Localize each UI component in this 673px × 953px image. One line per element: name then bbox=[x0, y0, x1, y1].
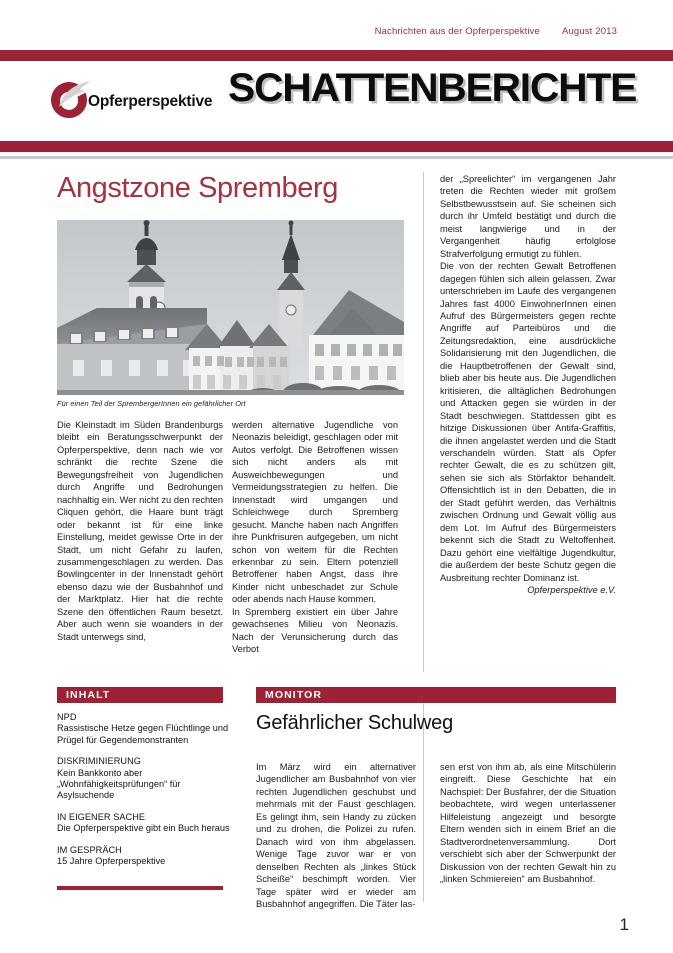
masthead-rule-hairline bbox=[0, 156, 673, 159]
lead-photo bbox=[57, 220, 404, 395]
toc-item-title: 15 Jahre Opferperspektive bbox=[57, 856, 166, 867]
masthead-issue-date: August 2013 bbox=[562, 26, 617, 37]
masthead-rule-bottom bbox=[0, 141, 673, 152]
article-paragraph: In Spremberg existiert ein über Jahre gewachsenes Milieu von Neonazis. Nach der Verunsicherung durch das Verbot bbox=[232, 606, 398, 655]
section-header-monitor bbox=[256, 687, 616, 703]
monitor-paragraph: Im März wird ein alternativer Jugendlicher am Busbahnhof von vier rechten Jugendlichen geschubst und mehrmals mit der Faust geschlagen. Es gelingt ihm, sein Handy zu zücken und zu drohen, die Polizei zu rufen. Danach wird von ihm abgelassen. Wenige Tage zuvor war er von denselben Rechten als „linkes Stück Scheiße“ beschimpft worden. Vier Tage später wird er wieder am Busbahnhof angegriffen. Die Täter las- bbox=[256, 762, 416, 909]
section-header-label: MONITOR bbox=[265, 689, 323, 701]
masthead-meta bbox=[375, 26, 617, 37]
paper-title: SCHATTENBERICHTE bbox=[228, 66, 637, 110]
photo-caption: Für einen Teil der SprembergerInnen ein gefährlicher Ort bbox=[57, 399, 246, 408]
publisher-logo bbox=[46, 74, 251, 126]
article-paragraph: Die Kleinstadt im Süden Brandenburgs bleibt ein Beratungsschwerpunkt der Opferperspektive, denn nach wie vor schränkt die rechte Szene die Bewegungsfreiheit von Jugendlichen durch Angriffe und Bedrohungen nachhaltig ein. Wer nicht zu den rechten Cliquen gehört, die Haare bunt trägt oder bekannt ist für eine linke Einstellung, meidet gewisse Orte in der Stadt, um nicht Gefahr zu laufen, zusammengeschlagen zu werden. Das Bowlingcenter in der Innenstadt gehört ebenso dazu wie der Busbahnhof und der Marktplatz. Hier hat die rechte Szene den öffentlichen Raum besetzt. Aber auch wenn sie woanders in der Stadt unterwegs sind, bbox=[57, 420, 223, 642]
monitor-column-2 bbox=[440, 761, 616, 886]
lead-headline: Angstzone Spremberg bbox=[57, 172, 338, 204]
article-paragraph: Die von der rechten Gewalt Betroffenen dagegen fühlen sich allein gelassen. Zwar unterschrieben im Laufe des vergangenen Jahres fast 4000 EinwohnerInnen einen Aufruf des Bürgermeisters gegen rechte Angriffe auf Parteibüros und die Zeitungsredaktion, eine ausdrückliche Solidarisierung mit den Jugendlichen, die die Hauptbetroffenen der Gewalt sind, blieb aber bis heute aus. Die Jugendlichen kritisieren, die alltäglichen Bedrohungen und Attacken gegen sie würden in der Stadt beschwiegen. Stattdessen gibt es hitzige Diskussionen über Antifa-Graffitis, die ihnen angelastet werden und die Stadt verschandeln würden. Statt als Opfer rechter Gewalt, die es zu schützen gilt, sehen sie sich als Störfaktor behandelt. Offensichtlich ist in den Debatten, die in der Stadt geführt werden, das Verhältnis zwischen Ordnung und Gewalt völlig aus dem Lot. Im Aufruf des Bürgermeisters bekennt sich die Stadt zu Weltoffenheit. Dazu gehört eine vielfältige Jugendkultur, die außerdem der beste Schutz gegen die Ausbreitung rechter Dominanz ist. bbox=[440, 261, 616, 583]
toc-item[interactable] bbox=[57, 812, 233, 835]
section-header-inhalt bbox=[57, 687, 223, 703]
table-of-contents bbox=[57, 712, 233, 877]
toc-item-title: Rassistische Hetze gegen Flüchtlinge und Prügel für Gegendemonstranten bbox=[57, 723, 229, 745]
column-divider-top bbox=[423, 172, 424, 672]
article-paragraph: werden alternative Jugendliche von Neonazis beleidigt, geschlagen oder mit Autos verfolgt. Die Betroffenen wissen sich nicht anders als mit Ausweichbewegungen und Vermeidungsstrategien zu helfen. Die Innenstadt wird umgangen und Schleichwege durch Spremberg gesucht. Manche haben nach Angriffen ihre Punkfrisuren aufgegeben, um nicht schon von weitem für die Rechten erkennbar zu sein. Eltern potenziell Betroffener haben Angst, dass ihre Kinder nicht unbeschadet zur Schule oder abends nach Hause kommen. bbox=[232, 420, 398, 605]
article-byline: Opferperspektive e.V. bbox=[527, 584, 616, 595]
toc-item-kicker: IM GESPRÄCH bbox=[57, 844, 122, 855]
article-paragraph: der „Spreelichter“ im vergangenen Jahr treten die Rechten wieder mit großem Selbstbewusstsein auf. Sie scheinen sich durch ihr Umfeld bestätigt und durch die meist langwierige und in der Vergangenheit häufig erfolglose Strafverfolgung ermutigt zu fühlen. bbox=[440, 174, 616, 259]
masthead-tagline: Nachrichten aus der Opferperspektive bbox=[374, 26, 540, 37]
article-column-3 bbox=[440, 173, 616, 596]
masthead-rule-top bbox=[0, 50, 673, 61]
crescent-arrow-logo-icon bbox=[46, 77, 92, 123]
article-column-2 bbox=[232, 419, 398, 656]
page-number: 1 bbox=[619, 915, 629, 934]
monitor-column-1 bbox=[256, 761, 416, 910]
toc-bottom-rule bbox=[57, 886, 223, 890]
toc-item[interactable] bbox=[57, 845, 233, 868]
section-header-label: INHALT bbox=[66, 689, 111, 701]
publisher-name: Opferperspektive bbox=[88, 93, 213, 110]
toc-item-title: Kein Bankkonto aber „Wohnfähigkeitsprüfungen“ für Asylsuchende bbox=[57, 767, 181, 801]
monitor-article-title: Gefährlicher Schulweg bbox=[256, 712, 454, 734]
toc-item[interactable] bbox=[57, 756, 233, 802]
toc-item-kicker: IN EIGENER SACHE bbox=[57, 811, 146, 822]
monitor-paragraph: sen erst von ihm ab, als eine Mitschülerin eingreift. Diese Geschichte hat ein Nachspiel: Der Busfahrer, der die Situation beobachtete, wird wegen unterlassener Hilfeleistung angezeigt und besorgte Eltern wenden sich in einem Brief an die Stadtverordnetenversammlung. Dort verschiebt sich aber der Schwerpunkt der Diskussion von der rechten Gewalt hin zu „linken Schmiereien“ am Busbahnhof. bbox=[440, 762, 616, 885]
toc-item-kicker: DISKRIMINIERUNG bbox=[57, 756, 141, 767]
masthead-top-strip bbox=[0, 0, 673, 50]
toc-item[interactable] bbox=[57, 712, 233, 746]
toc-item-title: Die Opferperspektive gibt ein Buch heraus bbox=[57, 823, 230, 834]
article-column-1 bbox=[57, 419, 223, 643]
toc-item-kicker: NPD bbox=[57, 712, 77, 722]
